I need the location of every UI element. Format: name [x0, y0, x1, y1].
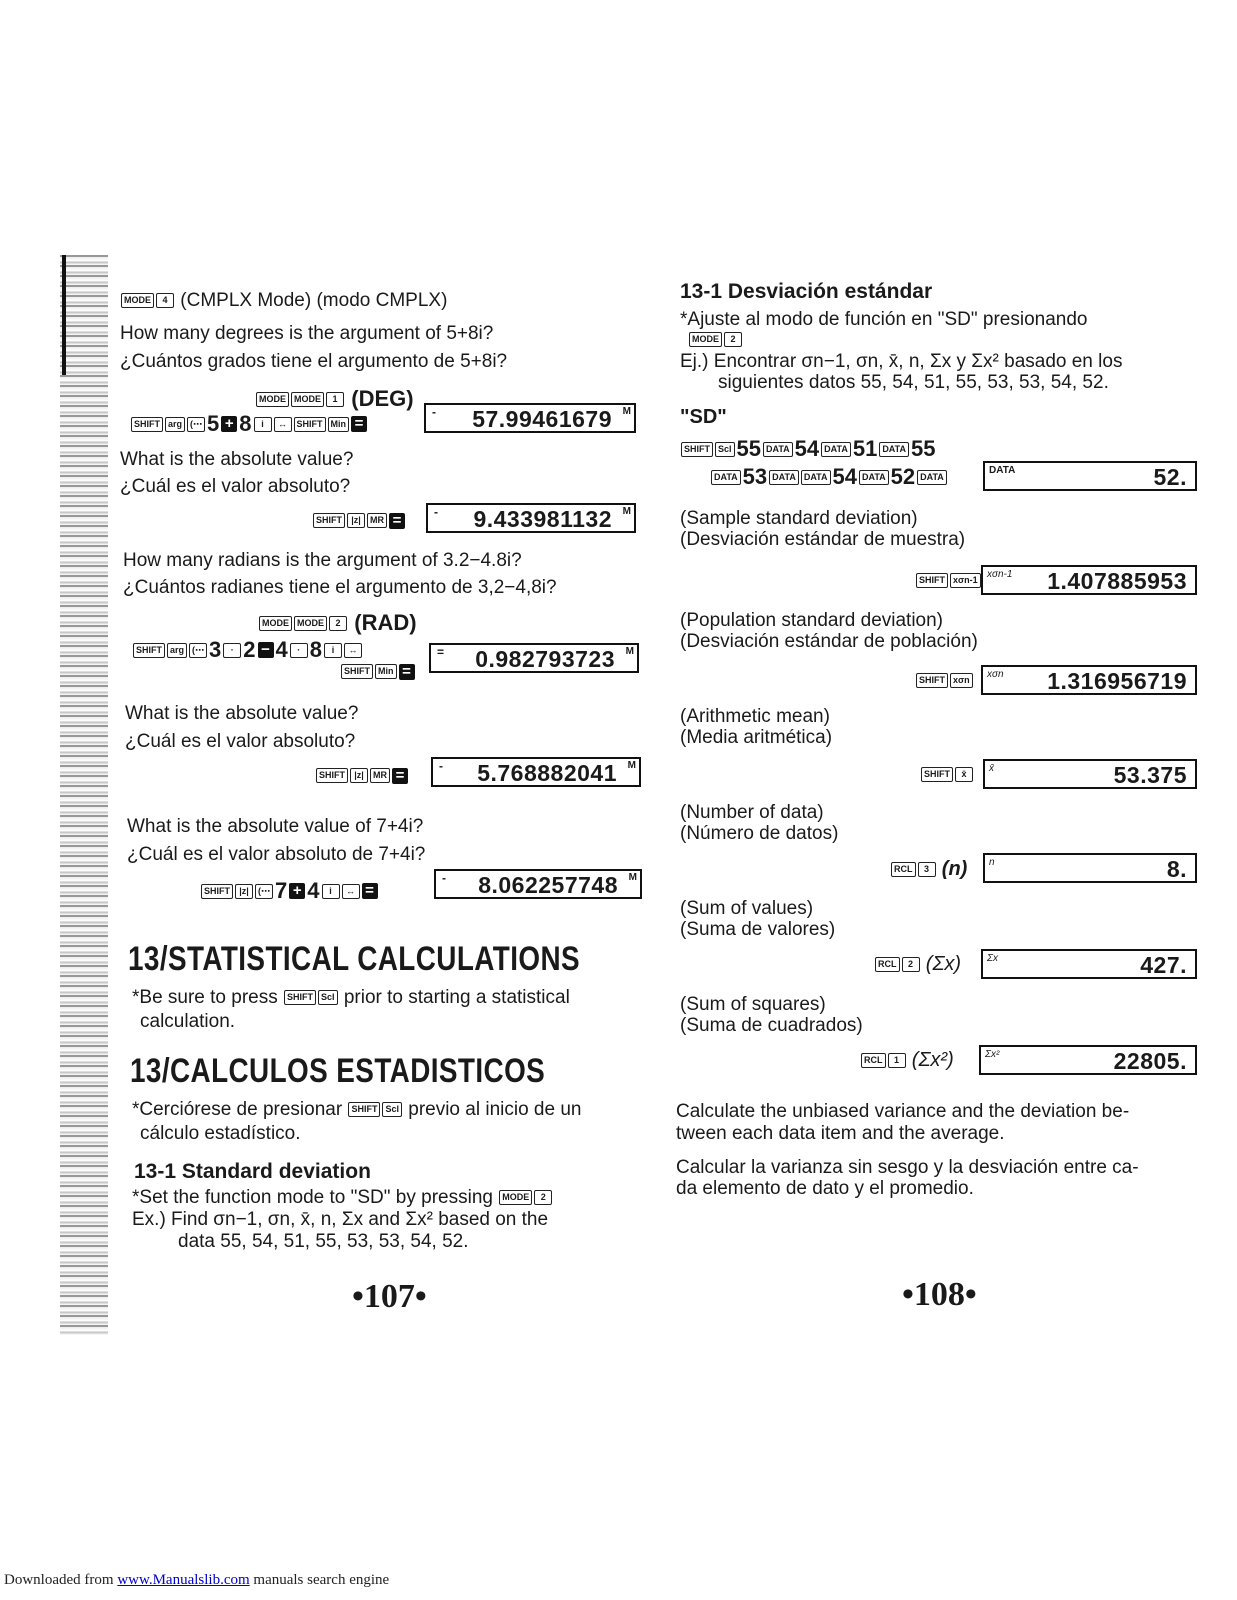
- note-es-line1: *Cerciórese de presionar SHIFT Scl previo al inicio de un: [132, 1099, 582, 1120]
- key-2: 2: [534, 1190, 552, 1205]
- shift-key: SHIFT: [316, 768, 348, 783]
- rcl-key: RCL: [861, 1053, 886, 1068]
- mode-key: MODE: [291, 392, 324, 407]
- download-footer: Downloaded from www.Manualslib.com manuals search engine: [4, 1572, 390, 1588]
- mode-key: MODE: [259, 616, 292, 631]
- shift-key: SHIFT: [313, 513, 345, 528]
- scl-key: Scl: [382, 1102, 402, 1117]
- q3-es: ¿Cuántos radianes tiene el argumento de 3,2−4,8i?: [123, 577, 557, 598]
- xsn-key: xσn: [950, 673, 973, 688]
- equals-key: =: [399, 664, 415, 680]
- sd-label: "SD": [680, 406, 727, 428]
- shift-key: SHIFT: [131, 417, 163, 432]
- display-population: xσn 1.316956719: [981, 665, 1197, 695]
- mode-line: MODE 4 (CMPLX Mode) (modo CMPLX): [120, 289, 447, 313]
- sum-es: (Suma de valores): [680, 919, 836, 940]
- note-en-line2: calculation.: [140, 1011, 236, 1032]
- key-seq-deg: [255, 386, 415, 412]
- sum-en: (Sum of values): [680, 898, 814, 919]
- arg-key: arg: [167, 643, 187, 658]
- data-entry-line2: DATA 53 DATA DATA 54 DATA 52 DATA: [710, 464, 948, 490]
- data-key: DATA: [801, 470, 831, 485]
- mode-key: MODE: [294, 616, 327, 631]
- shift-key: SHIFT: [348, 1102, 380, 1117]
- rcl-key: RCL: [875, 957, 900, 972]
- paren-key: (⋯: [189, 643, 207, 658]
- i-key: i: [254, 417, 272, 432]
- data-key: DATA: [711, 470, 741, 485]
- subheading-desviacion: 13-1 Desviación estándar: [680, 280, 933, 303]
- squares-en: (Sum of squares): [680, 994, 826, 1015]
- min-key: Min: [375, 664, 397, 679]
- page-number-108: •108•: [902, 1276, 977, 1313]
- shift-key: SHIFT: [681, 442, 713, 457]
- display-sum: Σx 427.: [981, 949, 1197, 979]
- display-data: DATA 52.: [983, 461, 1197, 491]
- key-1: 1: [888, 1053, 906, 1068]
- squares-keys: [860, 1049, 954, 1072]
- right-page: [660, 0, 1237, 1600]
- note-en-line1: *Be sure to press SHIFT Scl prior to starting a statistical: [132, 987, 570, 1008]
- shift-key: SHIFT: [294, 417, 326, 432]
- q2-es: ¿Cuál es el valor absoluto?: [120, 476, 351, 497]
- calculate-es-1: Calcular la varianza sin sesgo y la desviación entre ca-: [676, 1157, 1139, 1178]
- example-en-2: data 55, 54, 51, 55, 53, 53, 54, 52.: [178, 1231, 469, 1252]
- calculate-en-1: Calculate the unbiased variance and the deviation be-: [676, 1101, 1130, 1122]
- abs-key: |z|: [347, 513, 365, 528]
- key-4: 4: [156, 293, 174, 308]
- mr-key: MR: [370, 768, 390, 783]
- shift-key: SHIFT: [201, 884, 233, 899]
- scl-key: Scl: [318, 990, 338, 1005]
- minus-key: −: [258, 642, 274, 658]
- set-mode-line: *Set the function mode to "SD" by pressing MODE 2: [132, 1186, 553, 1210]
- q4-es: ¿Cuál es el valor absoluto?: [125, 731, 356, 752]
- population-es: (Desviación estándar de población): [680, 631, 978, 652]
- display-mean: x̄ 53.375: [983, 759, 1197, 789]
- adjust-keys: [688, 328, 743, 352]
- mode-key: MODE: [689, 332, 722, 347]
- display-count: n 8.: [983, 853, 1197, 883]
- sample-es: (Desviación estándar de muestra): [680, 529, 966, 550]
- sum-label: (Σx): [925, 953, 962, 975]
- q1-es: ¿Cuántos grados tiene el argumento de 5+8i?: [120, 351, 508, 372]
- min-key: Min: [328, 417, 350, 432]
- key-seq-4: [315, 765, 409, 787]
- display-result-3: = 0.982793723 M: [429, 643, 639, 673]
- binding-edge-dark: [62, 255, 66, 375]
- key-2: 2: [724, 332, 742, 347]
- key-2: 2: [329, 616, 347, 631]
- xbar-key: x̄: [955, 767, 973, 782]
- page-number-107: •107•: [352, 1278, 427, 1315]
- mode-key: MODE: [499, 1190, 532, 1205]
- paren-key: (⋯: [187, 417, 205, 432]
- xsn1-key: xσn-1: [950, 573, 981, 588]
- mode-key: MODE: [121, 293, 154, 308]
- q2-en: What is the absolute value?: [120, 449, 354, 470]
- key-3: 3: [918, 862, 936, 877]
- calculate-es-2: da elemento de dato y el promedio.: [676, 1178, 974, 1199]
- n-label: (n): [941, 858, 968, 880]
- shift-key: SHIFT: [916, 573, 948, 588]
- i-key: i: [322, 884, 340, 899]
- arg-key: arg: [165, 417, 185, 432]
- example-es-2: siguientes datos 55, 54, 51, 55, 53, 53, 54, 52.: [718, 372, 1109, 393]
- rad-label: (RAD): [354, 610, 417, 635]
- binding-edge: [60, 255, 108, 1335]
- mr-key: MR: [367, 513, 387, 528]
- close-key: ↔: [344, 643, 362, 658]
- data-key: DATA: [917, 470, 947, 485]
- q4-en: What is the absolute value?: [125, 703, 359, 724]
- manualslib-link[interactable]: www.Manualslib.com: [117, 1572, 250, 1588]
- display-sample: xσn-1 1.407885953: [981, 565, 1197, 595]
- display-result-2: - 9.433981132 M: [426, 503, 636, 533]
- sum-keys: [874, 953, 961, 976]
- key-seq-rad: [258, 610, 418, 636]
- key-seq-3b: [340, 661, 416, 683]
- display-result-5: - 8.062257748 M: [434, 869, 642, 899]
- mean-es: (Media aritmética): [680, 727, 833, 748]
- rcl-key: RCL: [891, 862, 916, 877]
- key-seq-2: [312, 510, 406, 532]
- deg-label: (DEG): [351, 386, 414, 411]
- key-seq-5: SHIFT |z| (⋯ 7 + 4 i ↔ =: [200, 878, 379, 904]
- key-1: 1: [326, 392, 344, 407]
- squares-es: (Suma de cuadrados): [680, 1015, 863, 1036]
- paren-key: (⋯: [255, 884, 273, 899]
- heading-statistical: 13/STATISTICAL CALCULATIONS: [128, 940, 580, 978]
- count-es: (Número de datos): [680, 823, 839, 844]
- display-squares: Σx² 22805.: [979, 1045, 1197, 1075]
- shift-key: SHIFT: [921, 767, 953, 782]
- population-en: (Population standard deviation): [680, 610, 944, 631]
- close-key: ↔: [274, 417, 292, 432]
- shift-key: SHIFT: [284, 990, 316, 1005]
- key-seq-3: SHIFT arg (⋯ 3 · 2 − 4 · 8 i ↔: [132, 637, 363, 663]
- scl-key: Scl: [715, 442, 735, 457]
- example-es-1: Ej.) Encontrar σn−1, σn, x̄, n, Σx y Σx² basado en los: [680, 351, 1123, 372]
- equals-key: =: [362, 883, 378, 899]
- q5-en: What is the absolute value of 7+4i?: [127, 816, 424, 837]
- equals-key: =: [351, 416, 367, 432]
- key-seq-1: SHIFT arg (⋯ 5 + 8 i ↔ SHIFT Min =: [130, 411, 368, 437]
- q5-es: ¿Cuál es el valor absoluto de 7+4i?: [127, 844, 426, 865]
- dot-key: ·: [223, 643, 241, 658]
- equals-key: =: [389, 513, 405, 529]
- abs-key: |z|: [235, 884, 253, 899]
- mode-key: MODE: [256, 392, 289, 407]
- population-keys: [915, 670, 974, 692]
- squares-label: (Σx²): [911, 1049, 954, 1071]
- data-key: DATA: [763, 442, 793, 457]
- q3-en: How many radians is the argument of 3.2−4.8i?: [123, 550, 522, 571]
- shift-key: SHIFT: [916, 673, 948, 688]
- plus-key: +: [221, 416, 237, 432]
- data-key: DATA: [769, 470, 799, 485]
- shift-key: SHIFT: [341, 664, 373, 679]
- heading-estadisticos: 13/CALCULOS ESTADISTICOS: [130, 1052, 546, 1090]
- data-entry-line1: SHIFT Scl 55 DATA 54 DATA 51 DATA 55: [680, 436, 936, 462]
- i-key: i: [324, 643, 342, 658]
- q1-en: How many degrees is the argument of 5+8i?: [120, 323, 494, 344]
- plus-key: +: [289, 883, 305, 899]
- count-keys: [890, 858, 967, 881]
- display-result-4: - 5.768882041 M: [431, 757, 641, 787]
- shift-key: SHIFT: [133, 643, 165, 658]
- adjust-line: *Ajuste al modo de función en "SD" presionando: [680, 309, 1088, 330]
- key-2: 2: [902, 957, 920, 972]
- abs-key: |z|: [350, 768, 368, 783]
- equals-key: =: [392, 768, 408, 784]
- subheading-standard-deviation: 13-1 Standard deviation: [134, 1160, 371, 1183]
- dot-key: ·: [290, 643, 308, 658]
- data-key: DATA: [821, 442, 851, 457]
- note-es-line2: cálculo estadístico.: [140, 1123, 301, 1144]
- example-en-1: Ex.) Find σn−1, σn, x̄, n, Σx and Σx² based on the: [132, 1209, 549, 1230]
- data-key: DATA: [859, 470, 889, 485]
- sample-en: (Sample standard deviation): [680, 508, 918, 529]
- mean-en: (Arithmetic mean): [680, 706, 830, 727]
- data-key: DATA: [879, 442, 909, 457]
- sample-keys: [915, 570, 982, 592]
- calculate-en-2: tween each data item and the average.: [676, 1123, 1005, 1144]
- mean-keys: [920, 764, 974, 786]
- count-en: (Number of data): [680, 802, 824, 823]
- display-result-1: - 57.99461679 M: [424, 403, 636, 433]
- close-key: ↔: [342, 884, 360, 899]
